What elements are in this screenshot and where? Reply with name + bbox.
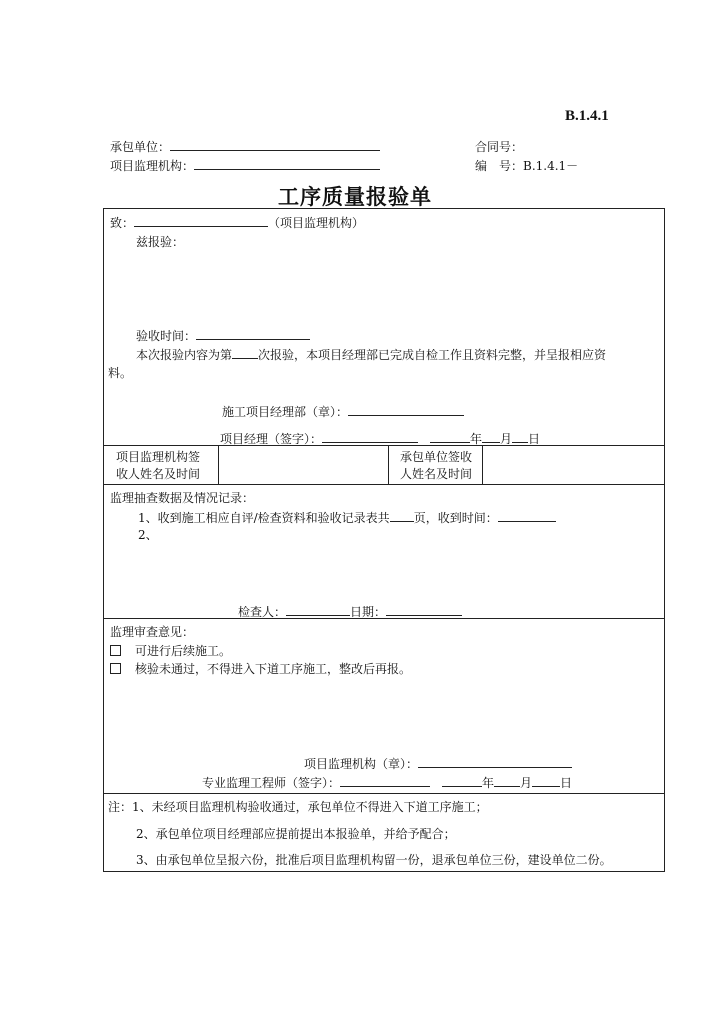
manager-field[interactable] (322, 430, 418, 443)
time-row (136, 327, 310, 344)
divider (104, 793, 664, 794)
report-count-field[interactable] (232, 346, 258, 359)
serial-label: 编 号：B.1.4.1－ (475, 159, 579, 173)
supervisor-sign-line1: 项目监理机构签 (116, 450, 201, 464)
receive-time-field[interactable] (498, 509, 556, 522)
cell-divider (388, 445, 389, 484)
request-label: 兹报验： (136, 235, 185, 249)
contractor-sign-label (400, 449, 472, 483)
page-title: 工序质量报验单 (278, 185, 432, 209)
record-item1-text: 1、收到施工相应自评/检查资料和验收记录表共 (138, 511, 390, 525)
record-item1-time-label: 页，收到时间： (413, 511, 498, 525)
opinion-option2 (110, 661, 411, 677)
day-label: 日 (560, 776, 573, 790)
date-field[interactable] (386, 603, 462, 616)
supervisor-field[interactable] (194, 157, 380, 170)
time-label: 验收时间： (136, 329, 197, 343)
contractor-field[interactable] (170, 138, 380, 151)
supervisor-sign-line2: 收人姓名及时间 (116, 467, 201, 481)
day-field[interactable] (512, 430, 528, 443)
option1-checkbox[interactable] (110, 645, 121, 656)
year-label: 年 (470, 432, 483, 446)
inspection-form (103, 208, 665, 872)
option2-label: 核验未通过，不得进入下道工序施工，整改后再报。 (135, 662, 412, 676)
addressee-row (110, 214, 364, 231)
year-field[interactable] (442, 774, 482, 787)
engineer-row (202, 774, 572, 791)
to-suffix: （项目监理机构） (268, 216, 365, 230)
note-1: 注：1、未经项目监理机构验收通过，承包单位不得进入下道工序施工； (108, 800, 488, 814)
option2-checkbox[interactable] (110, 663, 121, 674)
inspector-label: 检查人： (238, 605, 287, 619)
time-field[interactable] (196, 327, 310, 340)
org-row (304, 755, 572, 772)
supervisor-row (110, 157, 380, 174)
note-3: 3、由承包单位呈报六份，批准后项目监理机构留一份，退承包单位三份，建设单位二份。 (136, 853, 612, 867)
org-label: 项目监理机构（章）： (304, 757, 419, 771)
opinion-option1 (110, 643, 231, 659)
form-code: B.1.4.1 (565, 108, 609, 124)
engineer-field[interactable] (340, 774, 430, 787)
contractor-sign-line2: 人姓名及时间 (400, 467, 473, 481)
page-count-field[interactable] (390, 509, 414, 522)
note-2: 2、承包单位项目经理部应提前提出本报验单，并给予配合； (136, 827, 456, 841)
contractor-row (110, 138, 380, 155)
day-label: 日 (528, 432, 541, 446)
dept-label: 施工项目经理部（章）： (222, 405, 349, 419)
month-field[interactable] (482, 430, 500, 443)
dept-field[interactable] (348, 403, 464, 416)
supervisor-sign-cell[interactable] (219, 446, 387, 483)
year-label: 年 (482, 776, 495, 790)
month-label: 月 (500, 432, 513, 446)
contractor-sign-line1: 承包单位签收 (400, 450, 473, 464)
month-field[interactable] (494, 774, 520, 787)
manager-row (220, 430, 540, 447)
supervisor-sign-label (116, 449, 200, 483)
date-label: 日期： (350, 605, 387, 619)
inspector-row (238, 603, 462, 620)
org-field[interactable] (418, 755, 572, 768)
manager-label: 项目经理（签字）： (220, 432, 323, 446)
supervisor-label: 项目监理机构： (110, 159, 195, 173)
body-text-c: 料。 (108, 366, 133, 380)
opinion-title: 监理审查意见： (110, 625, 195, 639)
dept-row (222, 403, 464, 420)
body-text-b: 次报验，本项目经理部已完成自检工作且资料完整，并呈报相应资 (258, 348, 607, 362)
record-item1 (138, 509, 556, 526)
day-field[interactable] (532, 774, 560, 787)
to-label: 致： (110, 216, 135, 230)
year-field[interactable] (430, 430, 470, 443)
contract-no-label: 合同号： (475, 140, 524, 154)
addressee-field[interactable] (134, 214, 268, 227)
engineer-label: 专业监理工程师（签字）： (202, 776, 341, 790)
month-label: 月 (520, 776, 533, 790)
option1-label: 可进行后续施工。 (135, 644, 232, 658)
inspector-field[interactable] (286, 603, 350, 616)
contractor-sign-cell[interactable] (483, 446, 663, 483)
record-title: 监理抽查数据及情况记录： (110, 491, 255, 505)
body-text-a: 本次报验内容为第 (136, 348, 233, 362)
contractor-label: 承包单位： (110, 140, 171, 154)
body-row (136, 346, 606, 363)
record-item2: 2、 (138, 528, 158, 542)
divider (104, 484, 664, 485)
